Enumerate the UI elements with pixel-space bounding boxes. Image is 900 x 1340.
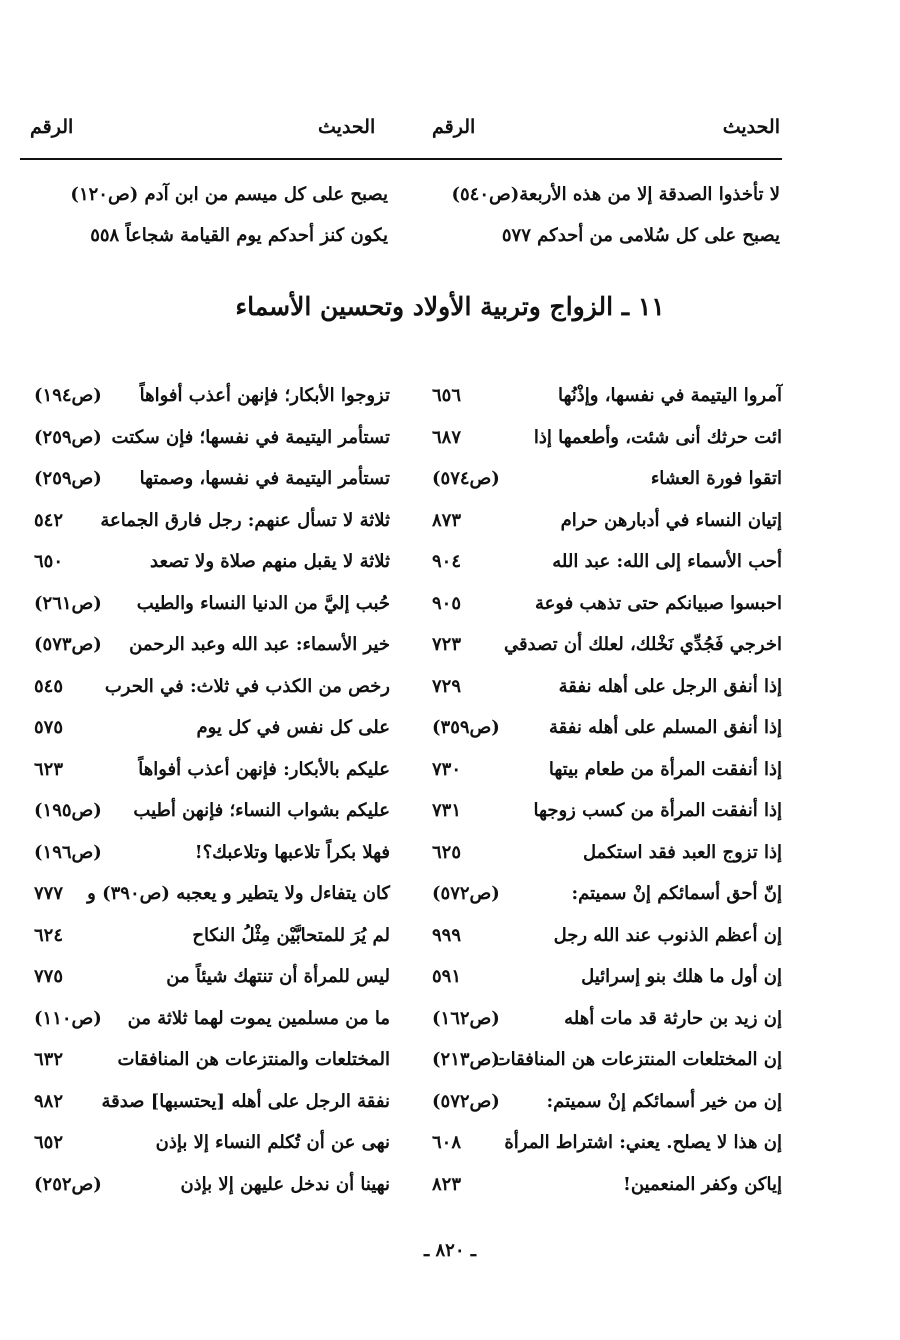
table-row [20,676,782,710]
hadith-text-right: إن زيد بن حارثة قد مات أهله [564,1007,782,1029]
hadith-number-right: ٦٨٧ [432,426,462,448]
hadith-number-left: (ص٢٥٩) [34,426,102,448]
table-row [20,842,782,876]
hadith-number-right: ٨٧٣ [432,509,462,531]
hadith-number-left: (ص١٩٤) [34,385,102,406]
hadith-text-right: آمروا اليتيمة في نفسها، وإذْنُها [557,385,782,406]
hadith-text-left: نهى عن أن تُكلم النساء إلا بإذن [155,1132,390,1153]
table-row [20,800,782,834]
hadith-text-right: إذا أنفقت المرأة من طعام بيتها [548,758,782,780]
table-row [20,717,782,751]
hadith-text-right: إذا أنفق الرجل على أهله نفقة [558,675,782,697]
hadith-number-right: (ص٥٧٤) [432,468,500,489]
hadith-text-left: تستأمر اليتيمة في نفسها، وصمتها [139,468,390,489]
hadith-number-left: ٥٤٢ [34,509,64,531]
hadith-number-left: ٥٧٥ [34,717,64,738]
hadith-text-left: نهينا أن ندخل عليهن إلا بإذن [180,1173,390,1195]
hadith-number-left: (ص٢٦١) [34,592,102,614]
table-row [20,883,782,917]
hadith-text-right: أحب الأسماء إلى الله: عبد الله [552,551,782,572]
hadith-text-left: ثلاثة لا يقبل منهم صلاة ولا تصعد [150,551,390,572]
table-row [20,1132,782,1166]
hadith-text-left: خير الأسماء: عبد الله وعبد الرحمن [129,634,390,655]
hadith-number-right: ٨٢٣ [432,1173,462,1195]
hadith-number-left: (ص٢٥٩) [34,468,102,489]
hadith-number-left: (ص١٩٥) [34,800,102,821]
hadith-number-right: ٦٥٦ [432,385,462,406]
hadith-text-right: إنّ أحق أسمائكم إنْ سميتم: [571,883,782,904]
hadith-number-right: ٩٠٤ [432,551,462,572]
table-row [20,966,782,1000]
hadith-number-right: ٦٠٨ [432,1132,462,1153]
hadith-text-left: عليكم بالأبكار: فإنهن أعذب أفواهاً [138,758,390,780]
hadith-number-left: ٥٤٥ [34,675,64,697]
table-row [20,593,782,627]
table-row [20,468,782,502]
hadith-text-right: إذا أنفق المسلم على أهله نفقة [548,717,782,738]
table-row [20,634,782,668]
hadith-text-left: ما من مسلمين يموت لهما ثلاثة من [127,1007,390,1029]
hadith-number-right: ٧٢٣ [432,634,462,655]
top-line-left: يصبح على كل ميسم من ابن آدم (ص١٢٠) [70,184,388,205]
top-line-right: لا تأخذوا الصدقة إلا من هذه الأربعة(ص٥٤٠) [451,184,780,205]
table-row [20,1049,782,1083]
table-row [20,385,782,419]
hadith-text-right: اخرجي فَجُدِّي نَخْلك، لعلك أن تصدقي [503,634,782,655]
hadith-text-left: فهلا بكراً تلاعبها وتلاعبك؟! [194,841,390,863]
table-row [20,759,782,793]
hadith-text-left: ليس للمرأة أن تنتهك شيئاً من [166,966,390,987]
hadith-text-right: إياكن وكفر المنعمين! [622,1173,782,1195]
hadith-text-right: إن المختلعات المنتزعات هن المنافقات [493,1049,782,1070]
hadith-number-right: ٩٩٩ [432,924,462,946]
hadith-text-left: ثلاثة لا تسأل عنهم: رجل فارق الجماعة [100,509,390,531]
hadith-text-right: إذا تزوج العبد فقد استكمل [582,841,782,863]
hadith-text-right: إن من خير أسمائكم إنْ سميتم: [546,1090,782,1112]
hadith-number-right: ٥٩١ [432,966,462,987]
header-number-right: الرقم [432,116,476,138]
table-row [20,1091,782,1125]
hadith-number-left: ٧٧٥ [34,966,64,987]
hadith-number-left: (ص٢٥٢) [34,1173,102,1195]
hadith-number-right: (ص٥٧٢) [432,1090,500,1112]
hadith-text-right: إن أول ما هلك بنو إسرائيل [581,966,782,987]
hadith-text-left: عليكم بشواب النساء؛ فإنهن أطيب [133,800,390,821]
hadith-number-right: (ص٥٧٢) [432,883,500,904]
hadith-number-left: (ص٥٧٣) [34,634,102,655]
hadith-number-right: ٩٠٥ [432,592,462,614]
hadith-number-left: ٦٣٢ [34,1049,64,1070]
hadith-number-left: (ص١١٠) [34,1007,102,1029]
table-row [20,551,782,585]
header-hadith-right: الحديث [722,116,780,138]
table-row [20,925,782,959]
hadith-number-left: ٦٢٣ [34,758,64,780]
hadith-number-left: ٧٧٧ [34,883,64,904]
hadith-text-left: المختلعات والمنتزعات هن المنافقات [117,1049,390,1070]
header-number-left: الرقم [30,116,74,138]
hadith-number-left: (ص١٩٦) [34,841,102,863]
hadith-text-right: إتيان النساء في أدبارهن حرام [560,509,782,531]
page-number: ـ ٨٢٠ ـ [423,1240,477,1261]
hadith-text-right: ائت حرثك أنى شئت، وأطعمها إذا [533,426,782,448]
hadith-number-right: ٧٢٩ [432,675,462,697]
hadith-number-right: (ص١٦٢) [432,1007,500,1029]
table-row [20,510,782,544]
hadith-number-left: ٦٥٠ [34,551,64,572]
hadith-text-right: إذا أنفقت المرأة من كسب زوجها [533,800,782,821]
table-row [20,1174,782,1208]
hadith-text-left: كان يتفاءل ولا يتطير و يعجبه (ص٣٩٠) و [87,883,390,904]
hadith-number-right: ٦٢٥ [432,841,462,863]
hadith-number-left: ٩٨٢ [34,1090,64,1112]
hadith-text-left: نفقة الرجل على أهله [يحتسبها] صدقة [101,1090,390,1112]
hadith-text-left: على كل نفس في كل يوم [196,717,390,738]
top-line-left: يكون كنز أحدكم يوم القيامة شجاعاً ٥٥٨ [90,225,388,246]
hadith-text-right: احبسوا صبيانكم حتى تذهب فوعة [534,592,782,614]
hadith-text-left: تستأمر اليتيمة في نفسها؛ فإن سكتت [111,426,390,448]
hadith-text-left: لم يُرَ للمتحابَّيْن مِثْلُ النكاح [192,924,390,946]
section-title: ١١ ـ الزواج وتربية الأولاد وتحسين الأسماء [235,292,665,321]
header-rule [20,158,782,160]
hadith-text-right: إن أعظم الذنوب عند الله رجل [553,924,782,946]
hadith-text-left: حُبب إليَّ من الدنيا النساء والطيب [136,592,390,614]
table-row [20,1008,782,1042]
hadith-number-right: ٧٣٠ [432,758,462,780]
hadith-number-right: ٧٣١ [432,800,462,821]
hadith-text-right: اتقوا فورة العشاء [650,468,782,489]
header-hadith-left: الحديث [318,116,376,138]
hadith-number-right: (ص٢١٣) [432,1049,500,1070]
hadith-text-left: تزوجوا الأبكار؛ فإنهن أعذب أفواهاً [139,385,390,406]
hadith-number-left: ٦٥٢ [34,1132,64,1153]
hadith-text-right: إن هذا لا يصلح. يعني: اشتراط المرأة [504,1132,782,1153]
hadith-number-left: ٦٢٤ [34,924,64,946]
hadith-number-right: (ص٣٥٩) [432,717,500,738]
hadith-text-left: رخص من الكذب في ثلاث: في الحرب [104,675,390,697]
top-line-right: يصبح على كل سُلامى من أحدكم ٥٧٧ [501,225,780,246]
table-row [20,427,782,461]
